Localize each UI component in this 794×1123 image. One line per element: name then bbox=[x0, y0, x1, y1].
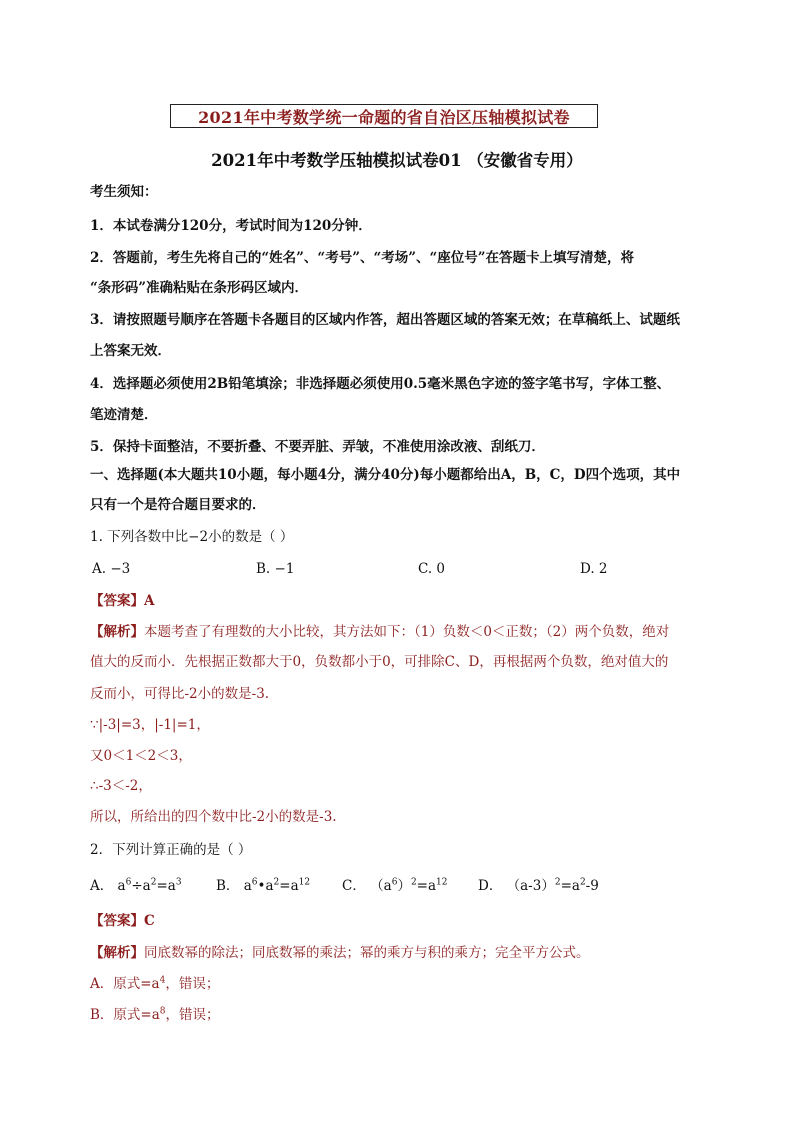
section-heading-cont: 只有一个是符合题目要求的． bbox=[90, 497, 266, 513]
answer-label: 【答案】 bbox=[90, 593, 144, 609]
analysis-text: 本题考查了有理数的大小比较，其方法如下：（1）负数＜0＜正数；（2）两个负数，绝对 bbox=[144, 624, 670, 640]
exam-series-banner: 2021年中考数学统一命题的省自治区压轴模拟试卷 bbox=[170, 104, 598, 128]
q1-step-2: 又0＜1＜2＜3， bbox=[90, 748, 192, 764]
q1-step-4: 所以，所给出的四个数中比-2小的数是-3. bbox=[90, 809, 337, 825]
q1-option-d: D. 2 bbox=[580, 561, 608, 577]
notice-item-2: 2．答题前，考生先将自己的“姓名”、“考号”、“考场”、“座位号”在答题卡上填写清楚，将 bbox=[90, 250, 635, 266]
q2-analysis-a: A．原式$=a^4$，错误； bbox=[90, 975, 220, 992]
question-2-stem: 2．下列计算正确的是（ ） bbox=[90, 842, 252, 858]
q1-option-c: C. 0 bbox=[418, 561, 446, 577]
q1-analysis-line-2: 值大的反而小．先根据正数都大于0，负数都小于0，可排除C、D，再根据两个负数，绝对值大的 bbox=[90, 654, 669, 670]
q2-option-b: B． $a^6•a^2=a^{12}$ bbox=[216, 877, 311, 894]
q2-option-d: D． $(a-3)^2=a^2-9$ bbox=[478, 877, 599, 894]
notice-heading: 考生须知： bbox=[90, 184, 158, 200]
answer-value: C bbox=[144, 913, 155, 929]
q2-option-c: C． $(a^6)^2=a^{12}$ bbox=[342, 877, 448, 894]
q1-option-b: B. −1 bbox=[256, 561, 295, 577]
q1-answer bbox=[90, 592, 154, 610]
q2-answer bbox=[90, 912, 155, 930]
q2-analysis bbox=[90, 944, 590, 962]
analysis-text: 同底数幂的除法；同底数幂的乘法；幂的乘方与积的乘方；完全平方公式。 bbox=[144, 945, 590, 961]
notice-item-3: 3．请按照题号顺序在答题卡各题目的区域内作答，超出答题区域的答案无效；在草稿纸上、试题纸 bbox=[90, 312, 680, 328]
section-heading: 一、选择题(本大题共10小题，每小题4分，满分40分)每小题都给出A，B，C，D四个选项，其中 bbox=[90, 467, 681, 483]
answer-label: 【答案】 bbox=[90, 913, 144, 929]
q1-analysis-line-1 bbox=[90, 623, 669, 641]
notice-item-5: 5．保持卡面整洁，不要折叠、不要弄脏、弄皱，不准使用涂改液、刮纸刀． bbox=[90, 439, 545, 455]
notice-item-4: 4．选择题必须使用2B铅笔填涂；非选择题必须使用0.5毫米黑色字迹的签字笔书写，字体工整、 bbox=[90, 376, 671, 392]
q2-analysis-b: B．原式$=a^8$，错误； bbox=[90, 1006, 220, 1023]
q1-option-a: A. −3 bbox=[92, 561, 131, 577]
notice-item-1: 1．本试卷满分120分，考试时间为120分钟． bbox=[90, 218, 372, 234]
question-1-stem: 1. 下列各数中比−2小的数是（ ） bbox=[90, 529, 294, 545]
page-title: 2021年中考数学压轴模拟试卷01 （安徽省专用） bbox=[211, 151, 583, 170]
analysis-label: 【解析】 bbox=[90, 945, 144, 961]
notice-item-4-cont: 笔迹清楚． bbox=[90, 407, 158, 423]
q1-step-3: ∴-3＜-2， bbox=[90, 778, 152, 794]
q1-step-1: ∵|-3|=3，|-1|=1， bbox=[90, 717, 210, 733]
answer-value: A bbox=[144, 593, 155, 609]
notice-item-3-cont: 上答案无效． bbox=[90, 343, 171, 359]
q1-analysis-line-3: 反而小，可得比-2小的数是-3. bbox=[90, 686, 270, 702]
q2-option-a: A． $a^6\div a^2=a^3$ bbox=[90, 877, 182, 894]
notice-item-2-cont: “条形码”准确粘贴在条形码区域内． bbox=[90, 280, 309, 296]
analysis-label: 【解析】 bbox=[90, 624, 144, 640]
